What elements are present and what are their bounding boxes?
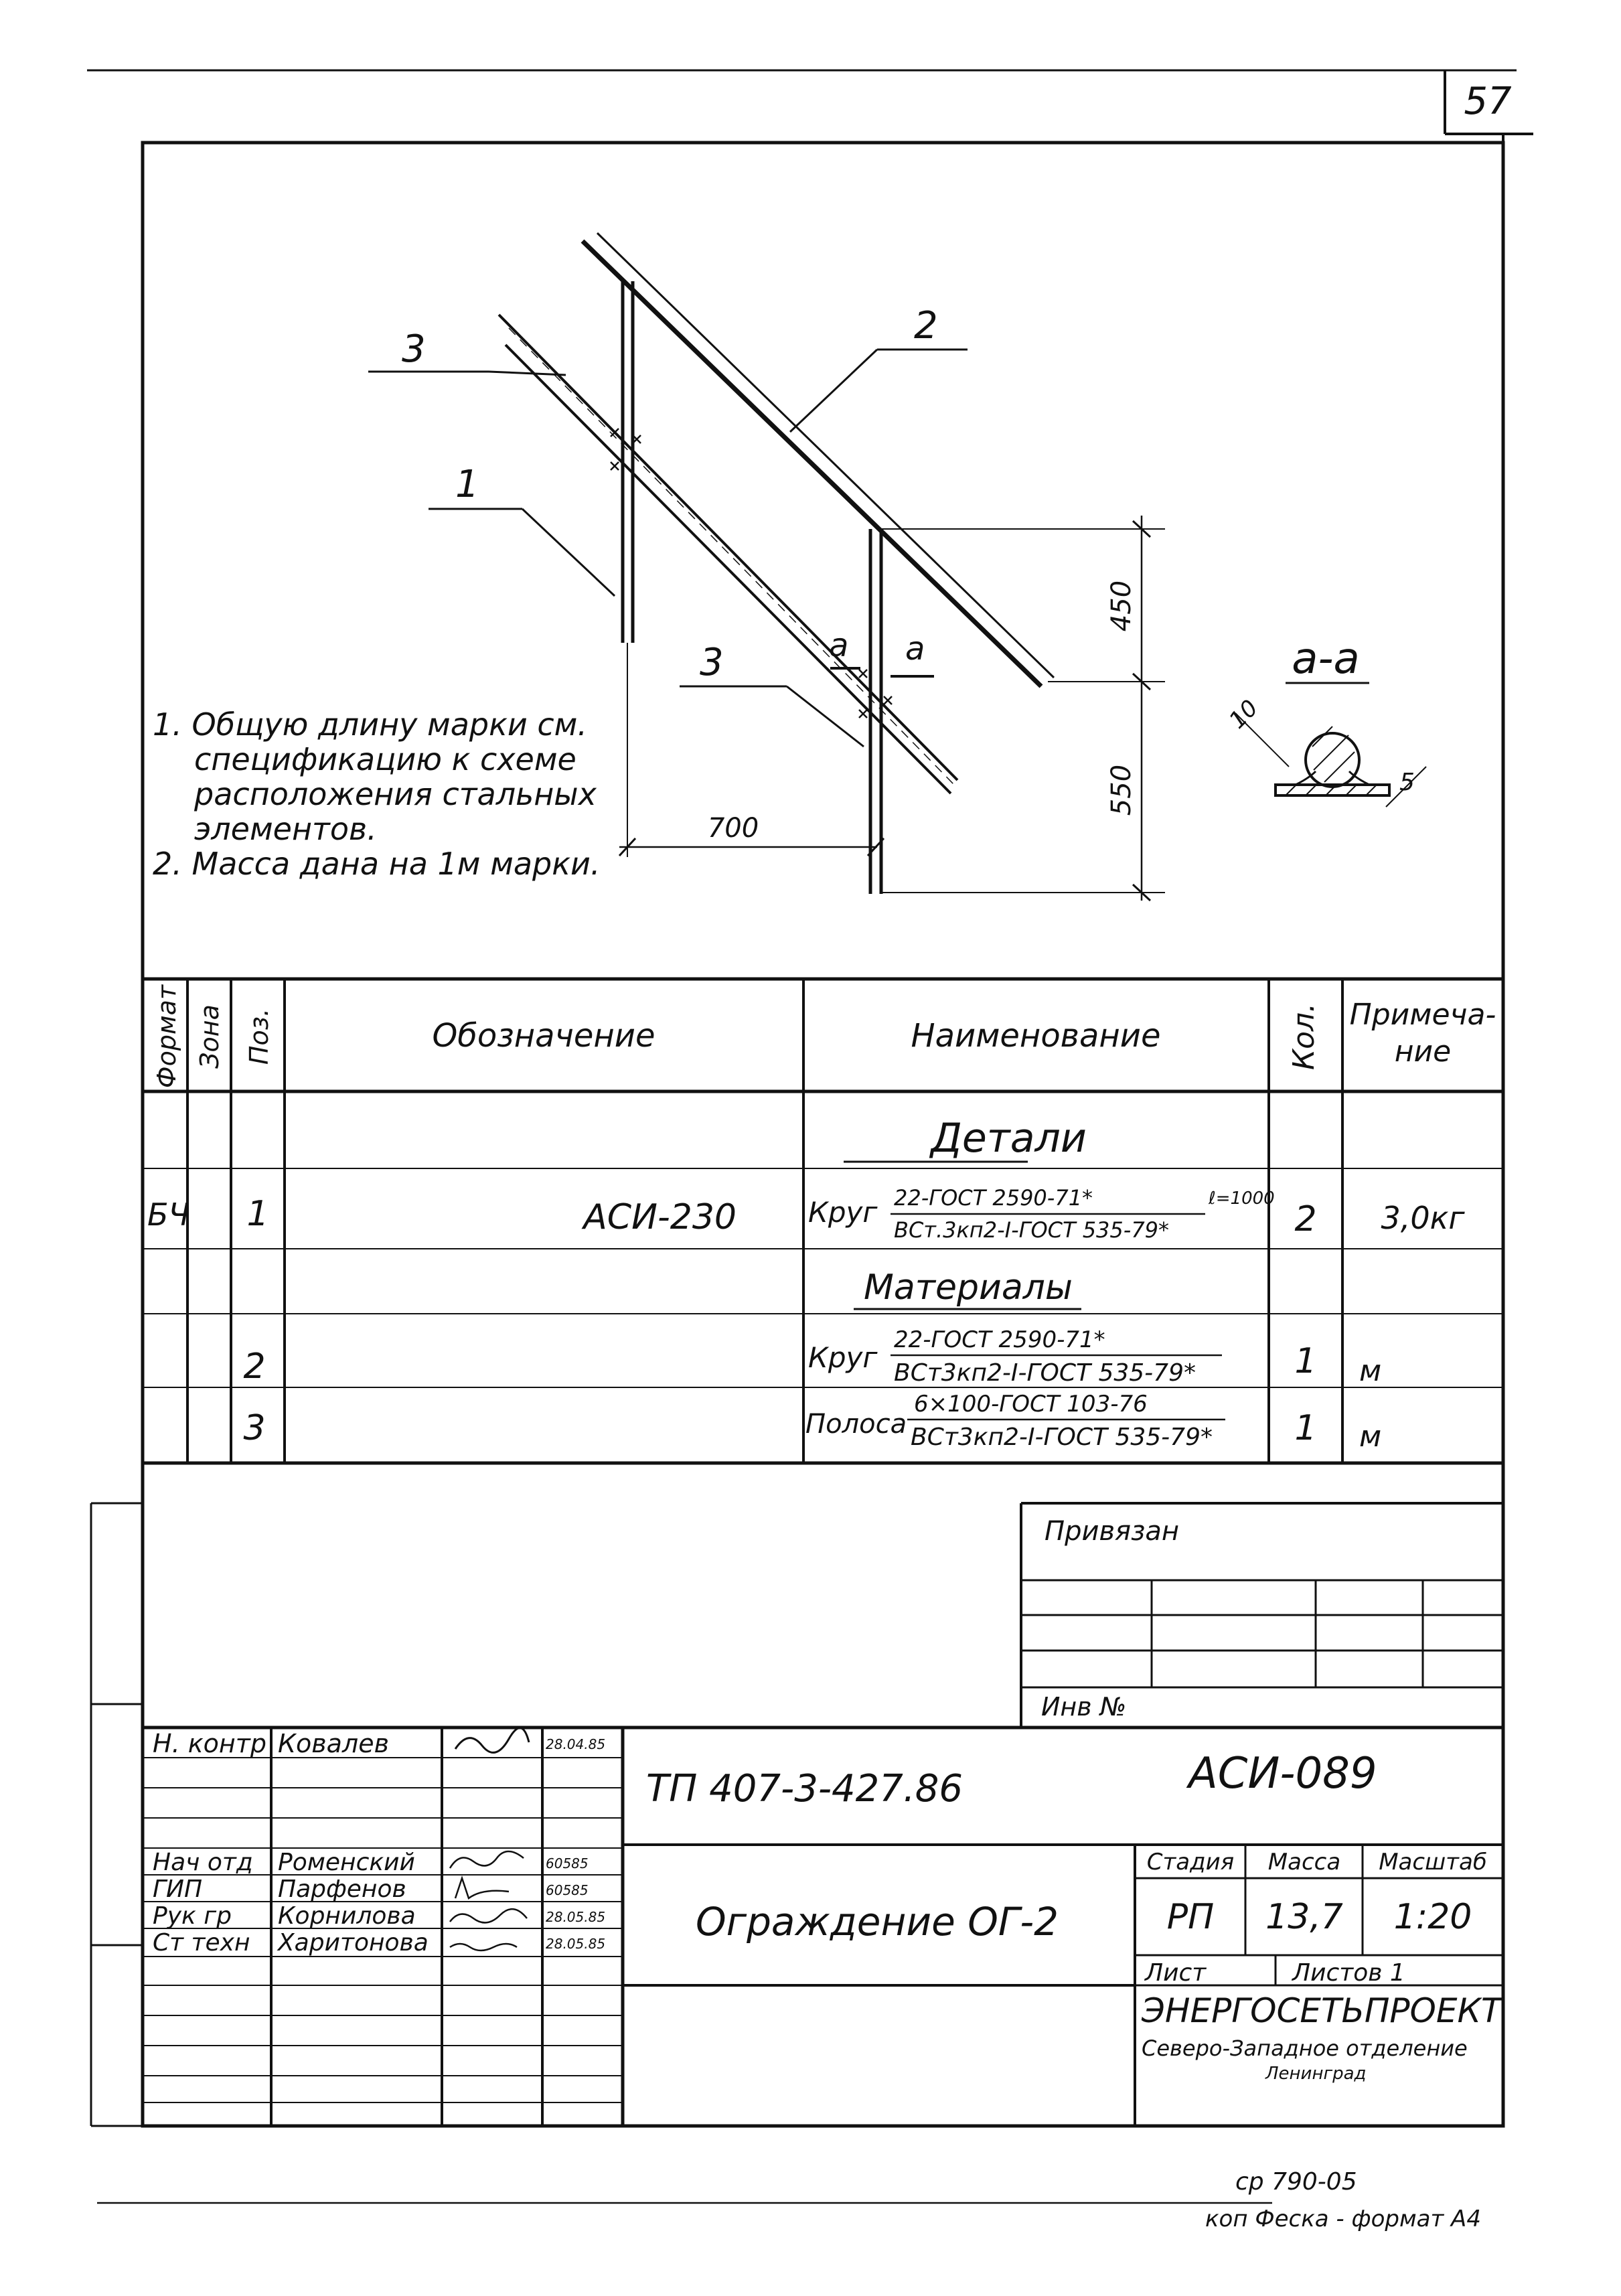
sig-role: Нач отд <box>153 1849 253 1876</box>
note-line: спецификацию к схеме <box>194 741 576 777</box>
sheets-label: Листов 1 <box>1292 1959 1405 1987</box>
row1-designation: АСИ-230 <box>583 1197 737 1237</box>
org-name: ЭНЕРГОСЕТЬПРОЕКТ <box>1142 1991 1502 2030</box>
section-mark-left: а <box>829 627 849 664</box>
header-zone: Зона <box>195 1004 224 1069</box>
notes <box>153 706 601 882</box>
row1-note: 3,0кг <box>1381 1200 1465 1236</box>
sig-role: Н. контр <box>153 1729 267 1758</box>
row1-format: БЧ <box>147 1197 190 1233</box>
sig-name: Харитонова <box>278 1929 429 1957</box>
sig-role: Ст техн <box>153 1929 250 1957</box>
row2-pos: 2 <box>243 1347 266 1387</box>
round-bar-hatch <box>1312 726 1355 782</box>
header-qty: Кол. <box>1287 1002 1321 1071</box>
dim-700: 700 <box>707 813 759 844</box>
binding-label: Привязан <box>1045 1516 1180 1547</box>
row2-note: м <box>1359 1354 1382 1388</box>
mass-value: 13,7 <box>1265 1897 1343 1937</box>
signature-mark <box>455 1728 529 1753</box>
binding-strip <box>91 1503 143 2126</box>
row2-name-top: 22-ГОСТ 2590-71* <box>894 1326 1105 1353</box>
section-mark-right: а <box>905 630 925 668</box>
sig-date: 28.05.85 <box>546 1936 606 1952</box>
dim-550: 550 <box>1106 764 1137 816</box>
note-line: 2. Масса дана на 1м марки. <box>153 846 601 882</box>
row2-name-bottom: ВСт3кп2-I-ГОСТ 535-79* <box>894 1359 1196 1387</box>
header-designation: Обозначение <box>432 1017 655 1055</box>
row2-qty: 1 <box>1294 1341 1317 1381</box>
signature-mark <box>455 1878 509 1898</box>
leader-1 <box>522 509 615 596</box>
row2-name-prefix: Круг <box>808 1341 878 1374</box>
title-block <box>143 1728 1504 2126</box>
row3-qty: 1 <box>1294 1408 1317 1448</box>
callout-3-top: 3 <box>402 327 426 371</box>
scale-label: Масштаб <box>1379 1849 1487 1876</box>
rail-2-edge <box>597 233 1054 678</box>
header-format: Формат <box>152 984 181 1089</box>
footer-code: ср 790-05 <box>1235 2168 1357 2196</box>
binding-block <box>1021 1503 1503 1728</box>
sig-date: 28.05.85 <box>546 1909 606 1925</box>
row1-name-bottom: ВСт.3кп2-I-ГОСТ 535-79* <box>894 1217 1170 1243</box>
callout-3-lower: 3 <box>700 641 724 684</box>
sig-role: Рук гр <box>153 1902 232 1930</box>
row1-name-prefix: Круг <box>808 1196 878 1229</box>
stage-value: РП <box>1166 1897 1215 1937</box>
row1-length: ℓ=1000 <box>1209 1189 1275 1209</box>
section-title: а-а <box>1292 634 1360 684</box>
row3-name-bottom: ВСт3кп2-I-ГОСТ 535-79* <box>911 1424 1213 1451</box>
dim-5: 5 <box>1399 769 1415 796</box>
org-dept: Северо-Западное отделение <box>1142 2036 1468 2061</box>
sig-name: Ковалев <box>278 1729 389 1758</box>
sig-name: Корнилова <box>278 1902 416 1930</box>
sig-name: Парфенов <box>278 1876 406 1903</box>
sig-date: 60585 <box>546 1882 589 1898</box>
row3-pos: 3 <box>243 1408 266 1448</box>
sig-date: 60585 <box>546 1855 589 1871</box>
header-note: Примеча- <box>1349 998 1496 1032</box>
sig-role: ГИП <box>153 1876 203 1903</box>
scale-value: 1:20 <box>1393 1897 1472 1937</box>
stage-label: Стадия <box>1146 1849 1235 1876</box>
dim-450: 450 <box>1106 580 1137 632</box>
rail-2 <box>583 241 1041 686</box>
drawing-title: Ограждение ОГ-2 <box>695 1899 1059 1944</box>
sig-name: Роменский <box>278 1849 415 1876</box>
header-note: ние <box>1394 1035 1452 1069</box>
row1-name-top: 22-ГОСТ 2590-71* <box>894 1185 1093 1211</box>
signature-mark <box>450 1909 527 1922</box>
callout-2: 2 <box>914 304 938 348</box>
header-pos: Поз. <box>244 1008 274 1065</box>
sheet-frame <box>143 143 1503 2126</box>
note-line: 1. Общую длину марки см. <box>153 706 588 743</box>
signature-mark <box>450 1944 517 1950</box>
sig-date: 28.04.85 <box>546 1736 606 1752</box>
mass-label: Масса <box>1267 1849 1341 1876</box>
row3-name-prefix: Полоса <box>805 1409 907 1440</box>
row3-name-top: 6×100-ГОСТ 103-76 <box>914 1391 1148 1418</box>
row1-pos: 1 <box>246 1194 269 1234</box>
row3-note: м <box>1359 1420 1382 1454</box>
signature-mark <box>450 1851 524 1868</box>
leader-2 <box>790 350 877 432</box>
callout-1: 1 <box>455 463 479 506</box>
note-line: расположения стальных <box>194 776 597 812</box>
round-bar-section <box>1306 733 1359 787</box>
row1-qty: 2 <box>1294 1199 1317 1239</box>
footer-copy-line: коп Феска - формат А4 <box>1205 2206 1481 2232</box>
note-line: элементов. <box>194 811 377 847</box>
section-materials: Материалы <box>864 1268 1073 1308</box>
sheet-label: Лист <box>1145 1959 1207 1987</box>
section-details: Детали <box>931 1115 1087 1162</box>
project-code: ТП 407-3-427.86 <box>646 1767 963 1811</box>
inventory-label: Инв № <box>1041 1692 1127 1721</box>
org-city: Ленинград <box>1265 2064 1367 2084</box>
sheet-number: 57 <box>1464 80 1512 123</box>
spec-table <box>143 979 1503 1463</box>
dim-10: 10 <box>1224 694 1263 735</box>
header-name: Наименование <box>911 1017 1161 1055</box>
drawing-mark: АСИ-089 <box>1188 1749 1377 1798</box>
